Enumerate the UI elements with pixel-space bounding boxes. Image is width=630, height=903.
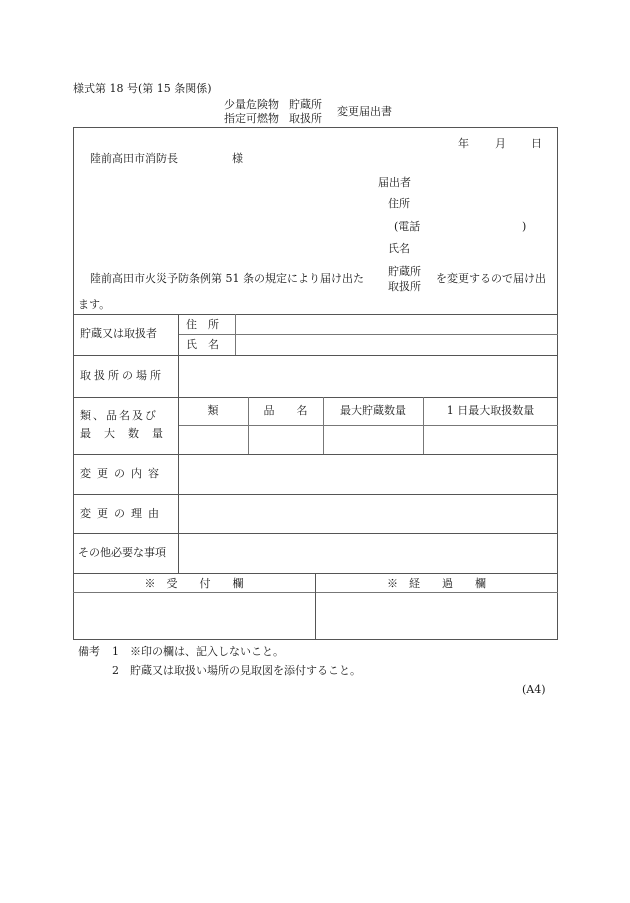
form-frame (73, 127, 558, 640)
col-max-storage: 最大貯蔵数量 (340, 404, 406, 417)
title-option-storage: 貯蔵所 (289, 98, 322, 111)
note-2-text: 貯蔵又は取扱い場所の見取図を添付すること。 (130, 664, 361, 677)
title-option-combustibles: 指定可燃物 (224, 112, 279, 125)
form-number: 様式第 18 号(第 15 条関係) (73, 82, 212, 95)
divider (73, 355, 558, 356)
divider (73, 533, 558, 534)
phone-close: ) (522, 220, 527, 233)
date-month: 月 (495, 137, 506, 150)
notifier-label: 届出者 (378, 176, 411, 189)
divider (73, 454, 558, 455)
note-1-text: ※印の欄は、記入しないこと。 (130, 645, 284, 658)
change-reason-label: 変更の理由 (80, 507, 165, 520)
body-text-end: ます。 (78, 298, 111, 311)
reception-label: ※ 受 付 欄 (144, 577, 244, 590)
change-content-label: 変更の内容 (80, 467, 165, 480)
title-option-handling: 取扱所 (289, 112, 322, 125)
body-text-suffix: を変更するので届け出 (436, 272, 546, 285)
addressee: 陸前高田市消防長 (90, 152, 178, 165)
date-day: 日 (531, 137, 542, 150)
note-1-number: 1 (112, 645, 119, 658)
phone-open: (電話 (394, 220, 421, 233)
date-year: 年 (458, 137, 469, 150)
owner-address-label: 住 所 (186, 318, 219, 331)
body-choice-handling: 取扱所 (388, 280, 421, 293)
note-2-number: 2 (112, 664, 119, 677)
owner-label: 貯蔵又は取扱者 (80, 327, 157, 340)
form-title: 変更届出書 (337, 105, 392, 118)
paper-size: (A4) (522, 683, 546, 696)
owner-name-label: 氏 名 (186, 338, 219, 351)
notes-label: 備考 (78, 645, 100, 658)
type-label-line2: 最大数量 (80, 427, 176, 440)
place-label: 取扱所の場所 (80, 369, 164, 382)
col-name: 品 名 (263, 404, 308, 417)
address-label: 住所 (388, 197, 410, 210)
type-label-line1: 類、品名及び (80, 409, 158, 422)
name-label: 氏名 (388, 242, 410, 255)
body-choice-storage: 貯蔵所 (388, 265, 421, 278)
honorific: 様 (232, 152, 243, 165)
divider (73, 397, 558, 398)
divider (73, 494, 558, 495)
divider (73, 314, 558, 315)
progress-label: ※ 経 過 欄 (387, 577, 486, 590)
other-label: その他必要な事項 (78, 546, 166, 559)
divider (178, 425, 558, 426)
col-type: 類 (207, 404, 219, 417)
body-text: 陸前高田市火災予防条例第 51 条の規定により届け出た (90, 272, 364, 285)
title-option-small-hazmat: 少量危険物 (224, 98, 279, 111)
divider (178, 314, 179, 573)
col-max-daily: 1 日最大取扱数量 (446, 404, 535, 417)
divider (235, 314, 236, 355)
